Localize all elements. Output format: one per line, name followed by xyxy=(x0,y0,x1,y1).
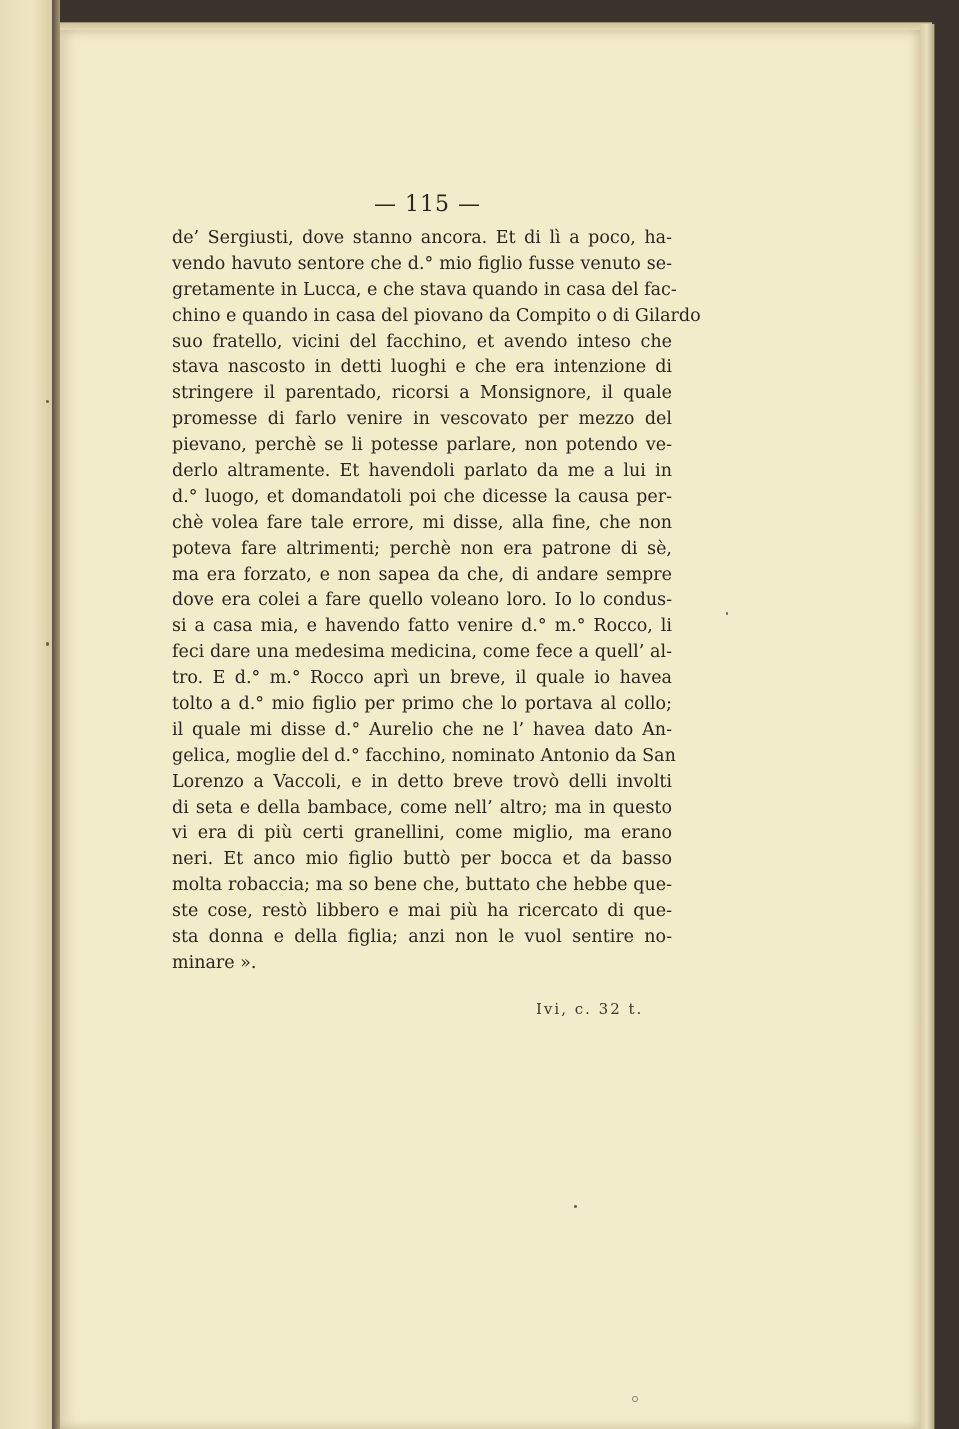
text-line: derlo altramente. Et havendoli parlato da me a lui in xyxy=(172,461,672,482)
text-line: gelica, moglie del d.° facchino, nominato Antonio da San xyxy=(172,745,676,766)
text-line-last: minare ». xyxy=(172,952,257,973)
text-line: il quale mi disse d.° Aurelio che ne l’ havea dato An- xyxy=(172,719,672,740)
text-line: dove era colei a fare quello voleano loro. Io lo condus- xyxy=(172,590,672,611)
text-line: gretamente in Lucca, e che stava quando in casa del fac- xyxy=(172,279,677,300)
text-line: vendo havuto sentore che d.° mio figlio fusse venuto se- xyxy=(172,253,672,274)
page-right-edge xyxy=(920,24,935,1429)
text-line: di seta e della bambace, come nell’ altro; ma in questo xyxy=(172,797,672,818)
text-line: stringere il parentado, ricorsi a Monsignore, il quale xyxy=(172,383,672,404)
text-line: suo fratello, vicini del facchino, et avendo inteso che xyxy=(172,331,672,352)
paper-speck xyxy=(632,1396,638,1402)
source-citation: Ivi, c. 32 t. xyxy=(536,1000,644,1018)
text-line: pievano, perchè se li potesse parlare, non potendo ve- xyxy=(172,435,672,456)
text-line: ma era forzato, e non sapea da che, di andare sempre xyxy=(172,564,672,585)
text-line: de’ Sergiusti, dove stanno ancora. Et di lì a poco, ha- xyxy=(172,228,672,248)
paper-speck xyxy=(46,642,49,646)
text-line: molta robaccia; ma so bene che, buttato che hebbe que- xyxy=(172,875,672,896)
text-line: Lorenzo a Vaccoli, e in detto breve trovò delli involti xyxy=(172,771,672,792)
text-line: poteva fare altrimenti; perchè non era patrone di sè, xyxy=(172,538,672,559)
paper-speck xyxy=(46,400,49,403)
text-line: chè volea fare tale errore, mi disse, alla fine, che non xyxy=(172,512,672,533)
text-line: ste cose, restò libbero e mai più ha ricercato di que- xyxy=(172,901,672,922)
text-line: vi era di più certi granellini, come miglio, ma erano xyxy=(172,823,672,844)
text-line: tolto a d.° mio figlio per primo che lo portava al collo; xyxy=(172,694,672,715)
text-line: tro. E d.° m.° Rocco aprì un breve, il quale io havea xyxy=(172,668,672,689)
paper-speck xyxy=(574,1205,577,1208)
text-line: stava nascosto in detti luoghi e che era intenzione di xyxy=(172,357,672,378)
text-line: si a casa mia, e havendo fatto venire d.° m.° Rocco, li xyxy=(172,616,672,637)
text-line: neri. Et anco mio figlio buttò per bocca et da basso xyxy=(172,849,672,870)
text-line: promesse di farlo venire in vescovato per mezzo del xyxy=(172,409,672,430)
text-line: feci dare una medesima medicina, come fece a quell’ al- xyxy=(172,642,672,663)
paper-speck xyxy=(726,612,728,615)
body-text xyxy=(172,226,701,977)
text-line: chino e quando in casa del piovano da Compito o di Gilardo xyxy=(172,305,701,326)
book-gutter xyxy=(52,0,60,1429)
previous-page-edge xyxy=(0,0,54,1429)
text-line: sta donna e della figlia; anzi non le vuol sentire no- xyxy=(172,927,672,948)
page-number: — 115 — xyxy=(374,192,481,217)
text-line: d.° luogo, et domandatoli poi che dicesse la causa per- xyxy=(172,486,672,507)
